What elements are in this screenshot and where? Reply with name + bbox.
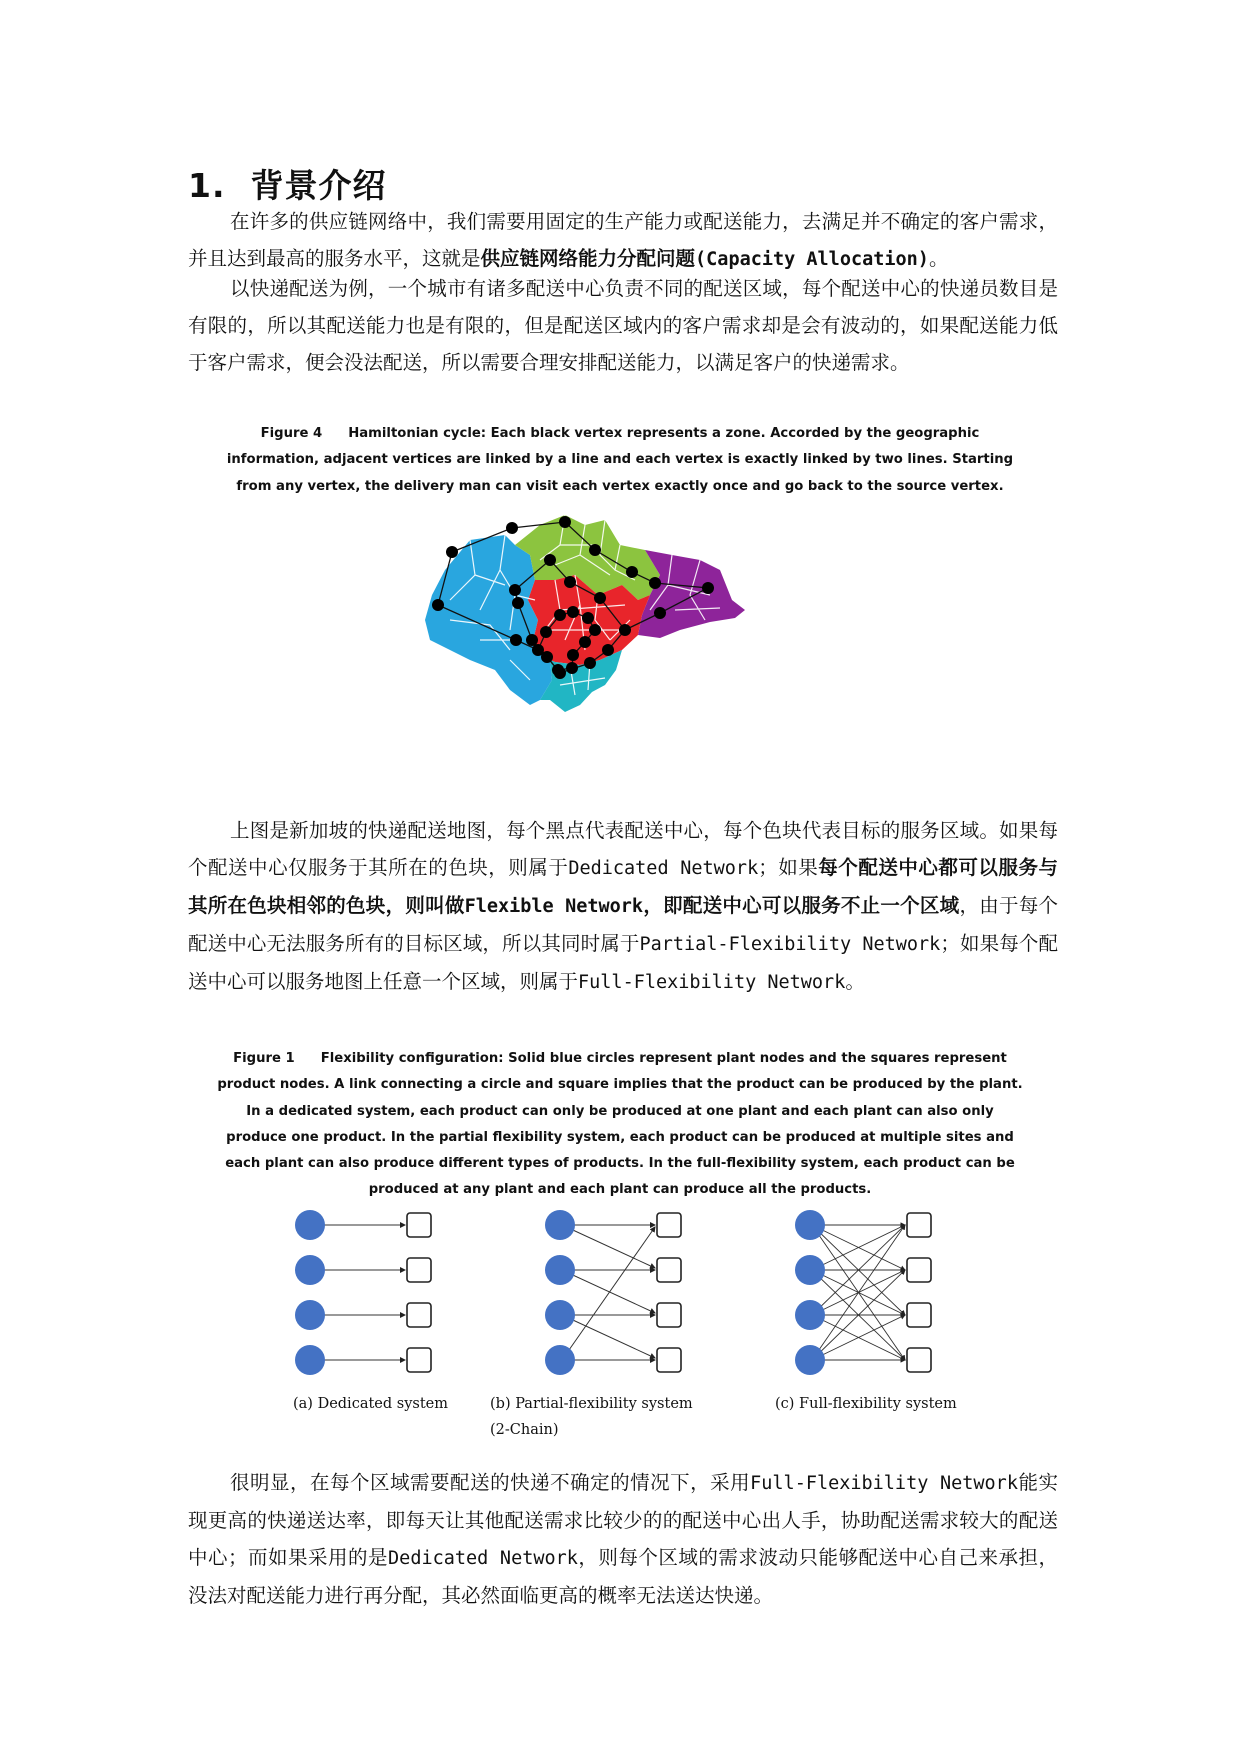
paragraph-conclusion: 很明显，在每个区域需要配送的快递不确定的情况下，采用Full-Flexibility Network能实现更高的快递送达率，即每天让其他配送需求比较少的的配送中心出人手，协助配送需求较大的配送中心；而如果采用的是Dedicated Network，则每个区域的需求波动只能够配送中心自己来承担，没法对配送能力进行再分配，其必然面临更高的概率无法送达快递。 (188, 1471, 1058, 1607)
term-full-flexibility-network-2: Full-Flexibility Network (750, 1473, 1018, 1494)
partial-plant-nodes (545, 1210, 575, 1375)
partial-product-nodes (657, 1213, 681, 1372)
dedicated-system-diagram (312, 1225, 405, 1360)
figure1-caption: Figure 1 Flexibility configuration: Solid blue circles represent plant nodes and the squares represent product nodes. A link connecting a circle and square implies that the product can be produced by the plant. In a dedicated system, each product can only be produced at one plant and each plant can also only produce one product. In the partial flexibility system, each product can be produced at multiple sites and each plant can also produce different types of products. In the full-flexibility system, each product can be produced at any plant and each plant can produce all the products. (217, 1051, 1023, 1198)
full-product-nodes (907, 1213, 931, 1372)
paragraph-express-example: 以快递配送为例，一个城市有诸多配送中心负责不同的配送区域，每个配送中心的快递员数目是有限的，所以其配送能力也是有限的，但是配送区域内的客户需求却是会有波动的，如果配送能力低于客户需求，便会没法配送，所以需要合理安排配送能力，以满足客户的快递需求。 (188, 277, 1058, 374)
region-purple-east (638, 550, 745, 638)
subcaption-dedicated: (a) Dedicated system (293, 1396, 448, 1412)
dedicated-plant-nodes (295, 1210, 325, 1375)
section-number: 1. (188, 166, 226, 205)
subcaption-full: (c) Full-flexibility system (775, 1396, 957, 1412)
figure4-label: Figure 4 (260, 426, 323, 441)
flexibility-configuration-figure (280, 1205, 960, 1375)
section-title: 背景介绍 (250, 166, 387, 205)
figure1-label: Figure 1 (233, 1051, 295, 1066)
section-heading (188, 160, 386, 207)
paragraph-capacity-allocation: 在许多的供应链网络中，我们需要用固定的生产能力或配送能力，去满足并不确定的客户需求，并且达到最高的服务水平，这就是供应链网络能力分配问题(Capacity Allocation)。 (188, 210, 1058, 270)
term-flexible-network: Flexible Network (464, 896, 644, 917)
bold-term-capacity-allocation: 供应链网络能力分配问题 (480, 247, 696, 270)
term-full-flexibility-network: Full-Flexibility Network (578, 972, 846, 993)
term-dedicated-network-2: Dedicated Network (388, 1548, 578, 1569)
figure4-caption: Figure 4 Hamiltonian cycle: Each black vertex represents a zone. Accorded by the geographic information, adjacent vertices are linked by a line and each vertex is exactly linked by two lines. Starting from any vertex, the delivery man can visit each vertex exactly once and go back to the source vertex. (226, 426, 1014, 494)
term-dedicated-network: Dedicated Network (568, 858, 759, 879)
full-flexibility-diagram (812, 1225, 905, 1360)
singapore-hamiltonian-map (410, 500, 840, 770)
paragraph-network-types: 上图是新加坡的快递配送地图，每个黑点代表配送中心，每个色块代表目标的服务区域。如果每个配送中心仅服务于其所在的色块，则属于Dedicated Network；如果每个配送中心都可以服务与其所在色块相邻的色块，则叫做Flexible Network，即配送中心可以服务不止一个区域，由于每个配送中心无法服务所有的目标区域，所以其同时属于Partial-Flexibility Network；如果每个配送中心可以服务地图上任意一个区域，则属于Full-Flexibility Network。 (188, 819, 1058, 993)
full-plant-nodes (795, 1210, 825, 1375)
partial-flexibility-diagram (562, 1225, 655, 1360)
term-partial-flexibility-network: Partial-Flexibility Network (639, 934, 941, 955)
subcaption-partial: (b) Partial-flexibility system (2-Chain) (490, 1396, 693, 1438)
dedicated-product-nodes (407, 1213, 431, 1372)
